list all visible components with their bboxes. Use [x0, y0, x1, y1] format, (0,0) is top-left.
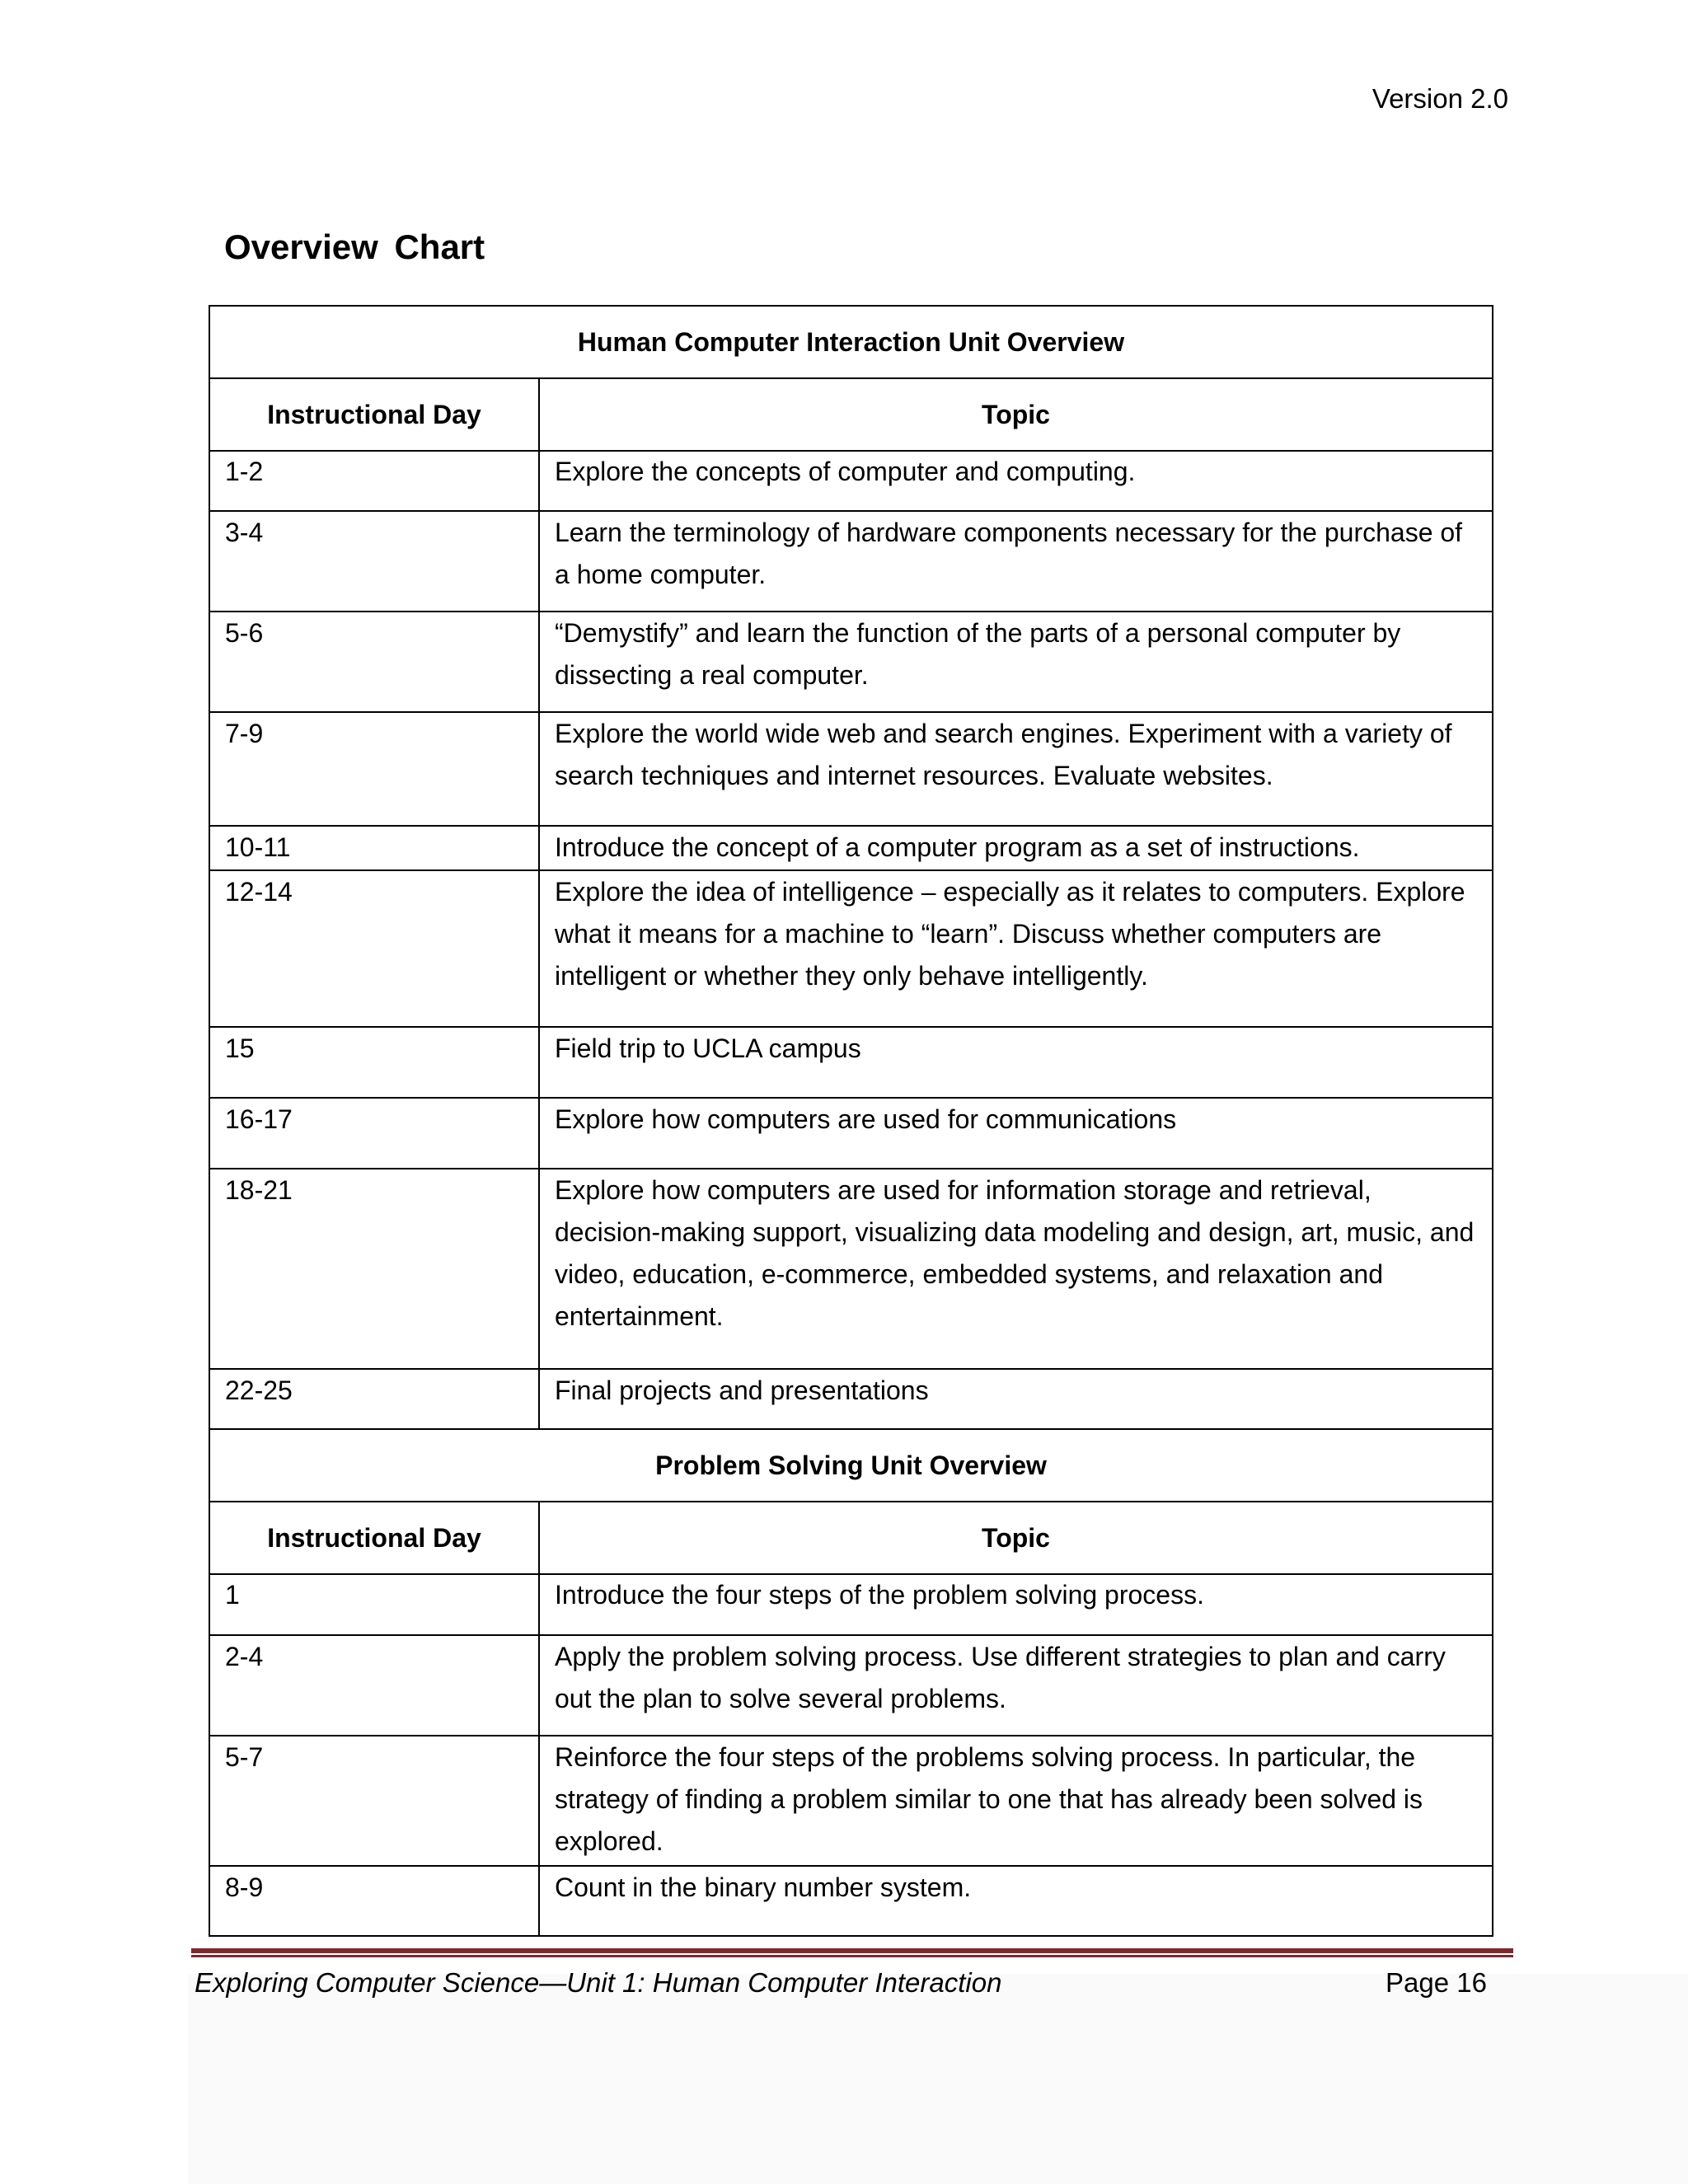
table-row [210, 611, 1492, 711]
day-cell: 18-21 [210, 1169, 540, 1368]
day-cell: 3-4 [210, 512, 540, 611]
day-cell: 8-9 [210, 1867, 540, 1935]
overview-chart-table [209, 305, 1493, 1937]
column-header-row [210, 377, 1492, 450]
table-row [210, 869, 1492, 1026]
day-cell: 1-2 [210, 452, 540, 510]
topic-cell: Apply the problem solving process. Use different strategies to plan and carry out the plan to solve several problems. [555, 1642, 1446, 1713]
table-row [210, 450, 1492, 510]
footer-page-number: Page 16 [1386, 1967, 1487, 1998]
page-title: Overview Chart [224, 227, 485, 266]
day-cell: 5-6 [210, 612, 540, 711]
table-row [210, 1026, 1492, 1097]
day-cell: 5-7 [210, 1736, 540, 1865]
unit-title-hci: Human Computer Interaction Unit Overview [577, 326, 1125, 357]
version-label: Version 2.0 [1372, 83, 1508, 114]
column-header-day: Instructional Day [210, 379, 540, 450]
column-header-topic: Topic [982, 1522, 1050, 1553]
table-row [210, 1735, 1492, 1865]
table-row [210, 711, 1492, 825]
table-row [210, 1634, 1492, 1735]
topic-cell: “Demystify” and learn the function of the parts of a personal computer by dissecting a real computer. [555, 618, 1401, 690]
unit-title-problem-solving: Problem Solving Unit Overview [210, 1428, 1492, 1501]
column-header-day: Instructional Day [210, 1502, 540, 1573]
column-header-row [210, 1501, 1492, 1573]
table-row [210, 1368, 1492, 1428]
day-cell: 7-9 [210, 713, 540, 825]
topic-cell: Introduce the four steps of the problem solving process. [555, 1580, 1204, 1610]
day-cell: 22-25 [210, 1370, 540, 1428]
footer-course-title: Exploring Computer Science—Unit 1: Human Computer Interaction [195, 1967, 1002, 1998]
day-cell: 12-14 [210, 871, 540, 1026]
table-row [210, 1865, 1492, 1935]
day-cell: 2-4 [210, 1636, 540, 1735]
day-cell: 15 [210, 1028, 540, 1097]
table-row [210, 1168, 1492, 1368]
footer-divider [191, 1948, 1513, 1958]
topic-cell: Explore how computers are used for information storage and retrieval, decision-making support, visualizing data modeling and design, art, music, and video, education, e-commerce, embedded systems, and relaxation and entertainment. [555, 1175, 1475, 1331]
table-row [210, 510, 1492, 611]
topic-cell: Field trip to UCLA campus [555, 1033, 861, 1063]
day-cell: 1 [210, 1575, 540, 1634]
table-row [210, 1097, 1492, 1168]
topic-cell: Explore the world wide web and search engines. Experiment with a variety of search techniques and internet resources. Evaluate websites. [555, 719, 1452, 790]
topic-cell: Learn the terminology of hardware components necessary for the purchase of a home computer. [555, 518, 1463, 589]
page-bottom-shade [188, 1974, 1688, 2184]
topic-cell: Explore the concepts of computer and computing. [555, 457, 1136, 486]
day-cell: 16-17 [210, 1099, 540, 1168]
topic-cell: Count in the binary number system. [555, 1872, 972, 1902]
table-row [210, 825, 1492, 869]
column-header-topic: Topic [982, 399, 1050, 429]
topic-cell: Explore how computers are used for communications [555, 1104, 1177, 1134]
topic-cell: Reinforce the four steps of the problems solving process. In particular, the strategy of finding a problem similar to one that has already been solved is explored. [555, 1742, 1423, 1856]
day-cell: 10-11 [210, 827, 540, 869]
topic-cell: Explore the idea of intelligence – especially as it relates to computers. Explore what it means for a machine to “learn”. Discuss whether computers are intelligent or whether they only behave intelligently. [555, 877, 1465, 991]
topic-cell: Final projects and presentations [555, 1376, 929, 1405]
table-row [210, 1573, 1492, 1634]
topic-cell: Introduce the concept of a computer program as a set of instructions. [555, 832, 1360, 862]
